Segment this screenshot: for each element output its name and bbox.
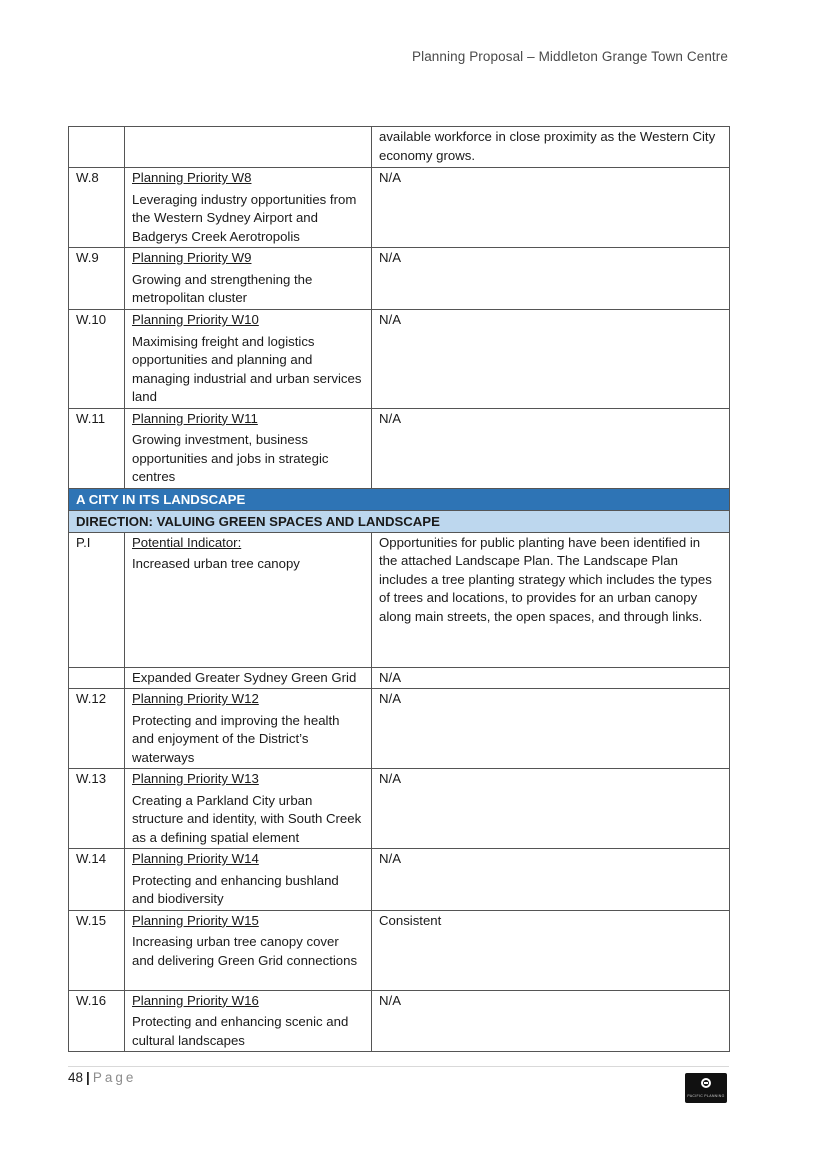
priority-title: Planning Priority W16 <box>132 992 259 1008</box>
priority-description: Increasing urban tree canopy cover and delivering Green Grid connections <box>132 934 358 968</box>
response-cell: Opportunities for public planting have been identified in the attached Landscape Plan. The Landscape Plan includes a tree planting strategy which includes the types of trees and locations, to provides for an urban canopy along main streets, the open spaces, and through links. <box>372 532 730 667</box>
page-label: Page <box>92 1070 137 1085</box>
priority-cell <box>125 769 372 849</box>
priority-title: Planning Priority W11 <box>132 410 258 426</box>
priority-title: Planning Priority W14 <box>132 851 259 866</box>
id-cell <box>69 127 125 168</box>
response-cell: N/A <box>372 168 730 248</box>
priority-cell: Expanded Greater Sydney Green Grid <box>125 667 372 689</box>
page-separator: | <box>86 1070 90 1085</box>
indicator-description: Increased urban tree canopy <box>132 556 300 571</box>
priority-description: Maximising freight and logistics opportunities and planning and managing industrial and urban services land <box>132 333 362 404</box>
page-number-value: 48 <box>68 1070 84 1085</box>
logo-text: PACIFIC PLANNING <box>687 1094 725 1098</box>
table-row <box>69 689 730 769</box>
id-cell: W.15 <box>69 910 125 990</box>
priority-title: Planning Priority W13 <box>132 771 259 786</box>
priority-title: Planning Priority W15 <box>132 912 259 928</box>
response-cell: N/A <box>372 248 730 310</box>
table-row <box>69 248 730 310</box>
priority-title: Planning Priority W10 <box>132 312 259 327</box>
priority-cell <box>125 127 372 168</box>
id-cell: P.I <box>69 532 125 667</box>
priority-cell <box>125 168 372 248</box>
priority-description: Protecting and enhancing bushland and biodiversity <box>132 872 339 906</box>
id-cell: W.13 <box>69 769 125 849</box>
table-row <box>69 910 730 990</box>
indicator-title: Potential Indicator: <box>132 534 242 550</box>
direction-band <box>69 510 730 532</box>
priority-title: Planning Priority W9 <box>132 250 252 265</box>
response-cell: N/A <box>372 408 730 488</box>
table-row <box>69 168 730 248</box>
response-cell: N/A <box>372 667 730 689</box>
company-logo <box>685 1073 727 1103</box>
direction-heading: DIRECTION: VALUING GREEN SPACES AND LANDSCAPE <box>69 510 730 532</box>
id-cell: W.12 <box>69 689 125 769</box>
priority-description: Creating a Parkland City urban structure and identity, with South Creek as a defining spatial element <box>132 792 362 845</box>
table-row <box>69 310 730 409</box>
priority-cell <box>125 990 372 1052</box>
response-cell: available workforce in close proximity as the Western City economy grows. <box>372 127 730 168</box>
response-cell: N/A <box>372 769 730 849</box>
priority-description: Protecting and improving the health and enjoyment of the District’s waterways <box>132 712 340 765</box>
table-row <box>69 532 730 667</box>
id-cell: W.11 <box>69 408 125 488</box>
priority-description: Protecting and enhancing scenic and cultural landscapes <box>132 1014 349 1048</box>
page-header-title: Planning Proposal – Middleton Grange Town Centre <box>412 49 728 64</box>
priority-description: Growing and strengthening the metropolitan cluster <box>132 271 313 305</box>
page-number <box>68 1070 136 1085</box>
id-cell: W.9 <box>69 248 125 310</box>
id-cell: W.16 <box>69 990 125 1052</box>
id-cell: W.8 <box>69 168 125 248</box>
response-cell: Consistent <box>372 910 730 990</box>
priority-title: Planning Priority W12 <box>132 691 259 706</box>
planning-priorities-table <box>68 126 730 1052</box>
logo-mark-icon <box>701 1078 711 1088</box>
priority-cell <box>125 408 372 488</box>
priority-description: Leveraging industry opportunities from the Western Sydney Airport and Badgerys Creek Aerotropolis <box>132 191 357 244</box>
table-row <box>69 769 730 849</box>
response-cell: N/A <box>372 689 730 769</box>
priority-cell <box>125 689 372 769</box>
priority-cell <box>125 532 372 667</box>
response-cell: N/A <box>372 310 730 409</box>
priority-cell <box>125 248 372 310</box>
table-row <box>69 408 730 488</box>
priority-cell <box>125 910 372 990</box>
id-cell: W.10 <box>69 310 125 409</box>
table-row <box>69 990 730 1052</box>
section-heading: A CITY IN ITS LANDSCAPE <box>69 488 730 510</box>
section-band <box>69 488 730 510</box>
footer-divider <box>68 1066 729 1067</box>
priority-description: Growing investment, business opportunities and jobs in strategic centres <box>132 432 329 484</box>
response-cell: N/A <box>372 849 730 911</box>
id-cell <box>69 667 125 689</box>
priority-cell <box>125 849 372 911</box>
table-row <box>69 127 730 168</box>
table-row <box>69 667 730 689</box>
priority-cell <box>125 310 372 409</box>
id-cell: W.14 <box>69 849 125 911</box>
priority-title: Planning Priority W8 <box>132 170 252 185</box>
response-cell: N/A <box>372 990 730 1052</box>
table-row <box>69 849 730 911</box>
